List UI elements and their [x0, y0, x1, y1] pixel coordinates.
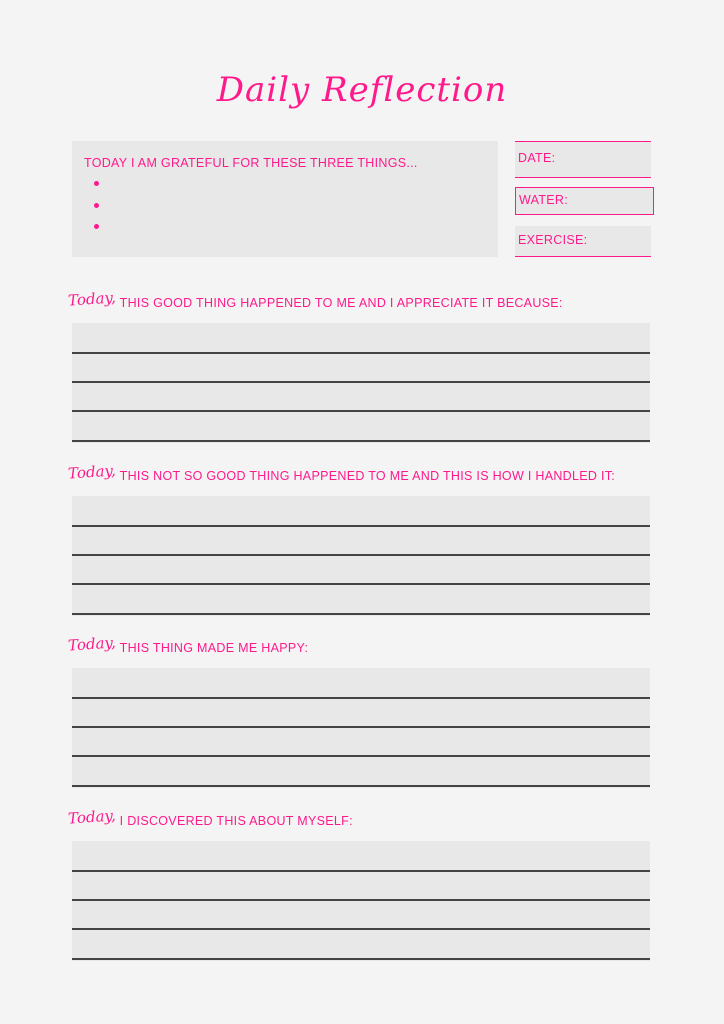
writing-line [72, 554, 650, 556]
writing-line [72, 899, 650, 901]
writing-line [72, 613, 650, 615]
page-title: Daily Reflection [216, 70, 508, 110]
writing-line [72, 583, 650, 585]
writing-line [72, 381, 650, 383]
writing-line [72, 958, 650, 960]
writing-area[interactable] [72, 323, 650, 443]
section-heading [68, 635, 308, 654]
section-prompt: THIS THING MADE ME HAPPY: [119, 641, 309, 655]
gratitude-bullet-list [94, 181, 99, 246]
writing-line [72, 726, 650, 728]
water-field[interactable] [515, 187, 654, 215]
water-label: WATER: [519, 193, 569, 207]
writing-line [72, 785, 650, 787]
section-heading [68, 290, 563, 309]
gratitude-box [72, 141, 498, 257]
section-prompt: I DISCOVERED THIS ABOUT MYSELF: [119, 814, 353, 828]
writing-line [72, 755, 650, 757]
today-label: Today, [67, 806, 117, 828]
exercise-field[interactable] [515, 226, 651, 257]
section-heading [68, 463, 615, 482]
date-field[interactable] [515, 141, 651, 178]
section-heading [68, 808, 353, 827]
today-label: Today, [67, 288, 117, 310]
gratitude-heading: TODAY I AM GRATEFUL FOR THESE THREE THINGS... [84, 156, 418, 170]
today-label: Today, [67, 633, 117, 655]
writing-line [72, 440, 650, 442]
writing-line [72, 352, 650, 354]
writing-line [72, 525, 650, 527]
bullet-2[interactable] [94, 203, 99, 208]
bullet-3[interactable] [94, 224, 99, 229]
writing-line [72, 928, 650, 930]
section-prompt: THIS GOOD THING HAPPENED TO ME AND I APPRECIATE IT BECAUSE: [119, 296, 563, 310]
writing-line [72, 410, 650, 412]
writing-line [72, 870, 650, 872]
date-label: DATE: [518, 151, 556, 165]
bullet-1[interactable] [94, 181, 99, 186]
today-label: Today, [67, 461, 117, 483]
writing-area[interactable] [72, 841, 650, 961]
section-prompt: THIS NOT SO GOOD THING HAPPENED TO ME AND THIS IS HOW I HANDLED IT: [119, 469, 616, 483]
writing-area[interactable] [72, 668, 650, 788]
writing-area[interactable] [72, 496, 650, 616]
exercise-label: EXERCISE: [518, 233, 588, 247]
writing-line [72, 697, 650, 699]
